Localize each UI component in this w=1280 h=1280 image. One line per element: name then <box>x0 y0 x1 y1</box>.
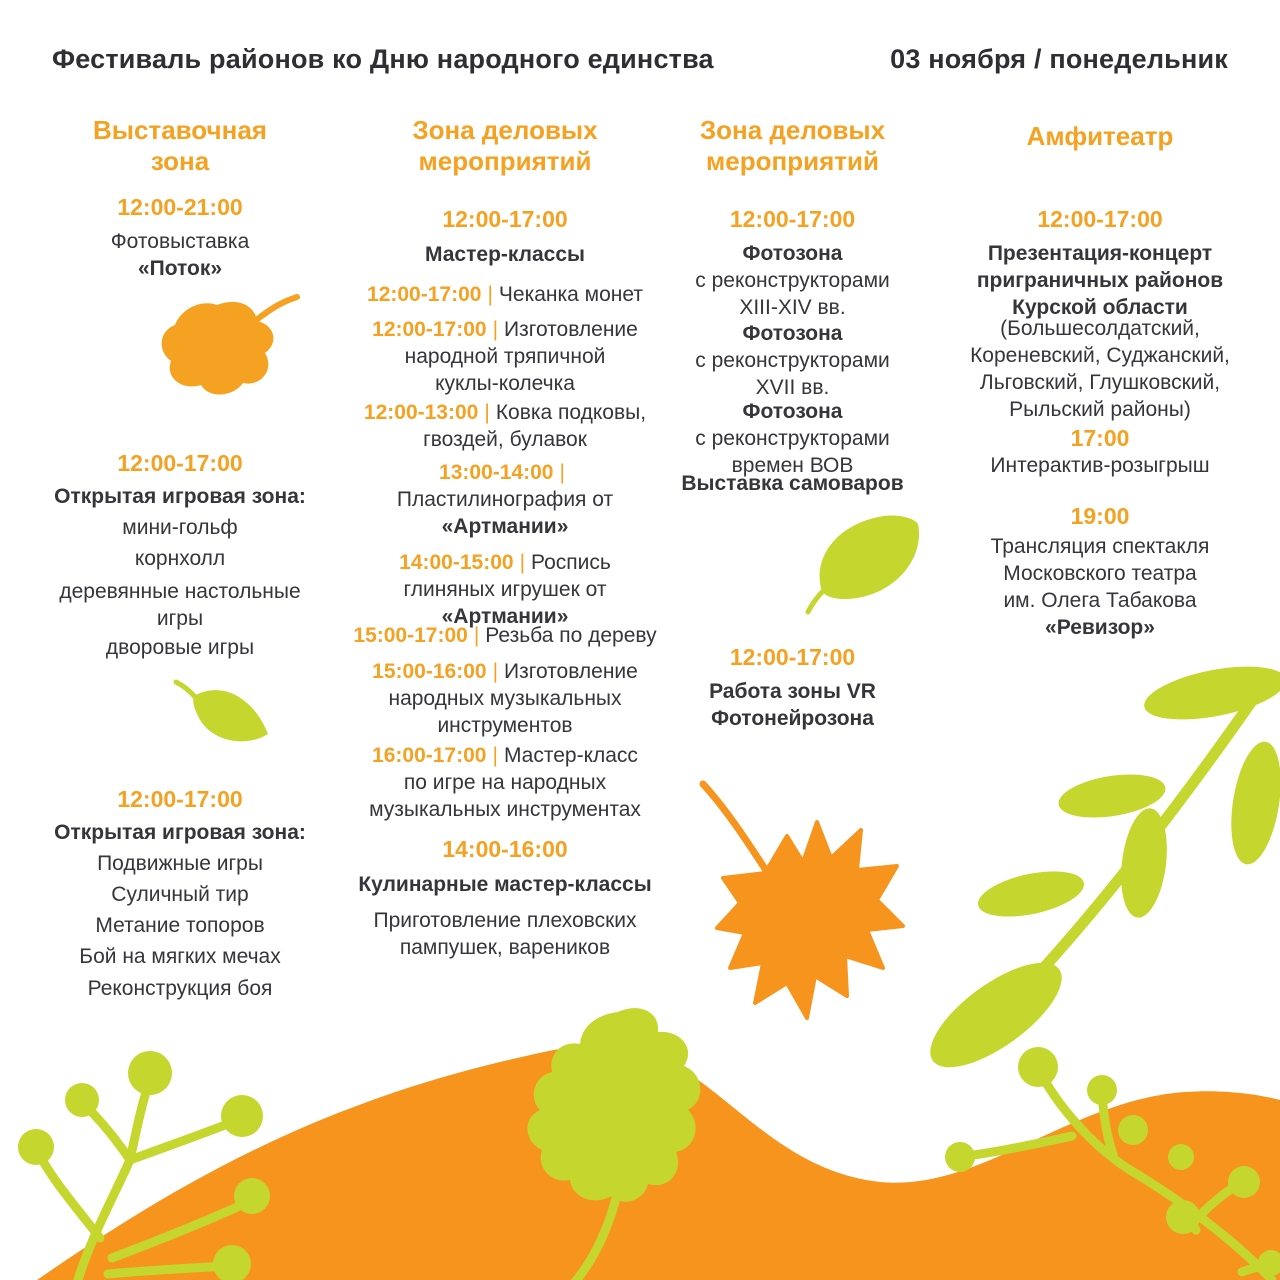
schedule-block <box>40 785 320 814</box>
event-text: инструментов <box>437 714 573 737</box>
event-text: с реконструкторами <box>695 269 890 292</box>
column-title-line: Выставочная <box>93 115 267 145</box>
event-text: «Артмании» <box>441 605 569 628</box>
event-text: Московского театра <box>1003 562 1197 585</box>
event-text: XVII вв. <box>755 376 830 399</box>
time-label: 13:00-14:00 <box>439 461 554 484</box>
column-title-line: Зона деловых <box>699 115 886 145</box>
schedule-row <box>955 315 1245 342</box>
schedule-row <box>350 742 660 769</box>
event-text: Резьба по дереву <box>485 624 657 647</box>
pipe-separator: | <box>487 283 493 306</box>
event-text: приграничных районов <box>976 269 1224 292</box>
schedule-block <box>350 459 660 540</box>
event-text: Курской области <box>1012 296 1188 319</box>
time-label: 19:00 <box>1070 503 1130 529</box>
event-text: Кулинарные мастер-классы <box>358 873 652 896</box>
event-text: Рыльский районы) <box>1009 398 1191 421</box>
event-text: музыкальных инструментах <box>369 798 641 821</box>
schedule-row <box>40 545 320 572</box>
schedule-row <box>650 205 935 234</box>
schedule-row <box>40 255 320 282</box>
schedule-row <box>650 267 935 294</box>
schedule-row <box>955 240 1245 267</box>
event-text: «Ревизор» <box>1045 616 1155 639</box>
event-text: народных музыкальных <box>388 687 622 710</box>
schedule-row <box>350 934 660 961</box>
event-text: с реконструкторами <box>695 349 890 372</box>
schedule-row <box>955 424 1245 453</box>
schedule-row <box>955 533 1245 560</box>
pipe-separator: | <box>492 318 499 341</box>
schedule-row <box>650 470 935 497</box>
event-text: корнхолл <box>134 547 226 570</box>
schedule-row <box>955 369 1245 396</box>
event-text: им. Олега Табакова <box>1003 589 1197 612</box>
page-title: Фестиваль районов ко Дню народного единства <box>52 44 714 74</box>
schedule-block <box>350 742 660 823</box>
pipe-separator: | <box>492 660 499 683</box>
schedule-row <box>40 634 320 661</box>
schedule-row <box>40 943 320 970</box>
event-text: «Поток» <box>137 257 223 280</box>
schedule-block <box>40 545 320 572</box>
schedule-block <box>955 502 1245 531</box>
column-4 <box>955 0 1245 1280</box>
schedule-row <box>350 871 660 898</box>
time-label: 14:00-16:00 <box>442 836 568 862</box>
schedule-row <box>650 705 935 732</box>
schedule-block <box>40 634 320 661</box>
schedule-row <box>350 316 660 343</box>
event-text: Изготовление <box>504 660 638 683</box>
event-text: Фотозона <box>742 322 843 345</box>
time-label: 17:00 <box>1070 425 1130 451</box>
schedule-row <box>350 281 660 308</box>
schedule-row <box>650 678 935 705</box>
schedule-block <box>40 850 320 877</box>
event-text: Бой на мягких мечах <box>79 945 281 968</box>
schedule-block <box>650 320 935 401</box>
event-text: Чеканка монет <box>498 283 643 306</box>
schedule-row <box>350 486 660 513</box>
column-title <box>955 121 1245 152</box>
pipe-separator: | <box>473 624 480 647</box>
schedule-row <box>650 347 935 374</box>
schedule-row <box>650 425 935 452</box>
event-text: Приготовление плеховских <box>373 909 637 932</box>
page-date: 03 ноября / понедельник <box>890 44 1228 74</box>
schedule-block <box>650 398 935 479</box>
schedule-block <box>650 205 935 234</box>
event-text: Презентация-концерт <box>987 242 1213 265</box>
schedule-row <box>350 685 660 712</box>
schedule-block <box>40 578 320 632</box>
schedule-row <box>350 343 660 370</box>
column-title-line: зона <box>150 146 210 176</box>
schedule-row <box>350 205 660 234</box>
schedule-block <box>955 205 1245 234</box>
schedule-block <box>350 622 660 649</box>
schedule-row <box>40 449 320 478</box>
event-text: по игре на народных <box>403 771 607 794</box>
event-text: Кореневский, Суджанский, <box>970 344 1230 367</box>
event-text: XIII-XIV вв. <box>739 296 846 319</box>
event-text: Фотозона <box>742 400 843 423</box>
event-text: Выставка самоваров <box>681 472 904 495</box>
schedule-row <box>955 452 1245 479</box>
schedule-block <box>40 449 320 478</box>
schedule-block <box>350 316 660 397</box>
event-text: Трансляция спектакля <box>990 535 1210 558</box>
event-text: дворовые игры <box>105 636 255 659</box>
schedule-row <box>40 228 320 255</box>
event-text: Метание топоров <box>95 914 265 937</box>
event-text: времен ВОВ <box>731 454 854 477</box>
column-title-line: мероприятий <box>706 146 879 176</box>
time-label: 15:00-17:00 <box>353 624 468 647</box>
column-title <box>650 115 935 177</box>
schedule-block <box>350 871 660 898</box>
schedule-block <box>650 240 935 321</box>
event-text: Ковка подковы, <box>495 401 647 424</box>
event-text: Открытая игровая зона: <box>54 821 306 844</box>
event-text: Пластилинография от <box>396 488 614 511</box>
schedule-row <box>955 587 1245 614</box>
schedule-row <box>650 374 935 401</box>
time-label: 12:00-17:00 <box>729 206 856 232</box>
event-text: мини-гольф <box>122 516 238 539</box>
schedule-row <box>350 835 660 864</box>
event-text: народной тряпичной <box>404 345 606 368</box>
event-text: «Артмании» <box>441 515 569 538</box>
pipe-separator: | <box>519 551 526 574</box>
time-label: 12:00-13:00 <box>363 401 479 424</box>
schedule-row <box>650 320 935 347</box>
pipe-separator: | <box>484 401 490 424</box>
event-text: Фотозона <box>742 242 843 265</box>
column-title <box>350 115 660 177</box>
schedule-row <box>40 881 320 908</box>
event-text: деревянные настольные игры <box>59 580 301 630</box>
event-text: глиняных игрушек от <box>403 578 607 601</box>
schedule-row <box>955 267 1245 294</box>
event-text: куклы-колечка <box>435 372 575 395</box>
event-text: с реконструкторами <box>695 427 890 450</box>
event-text: Роспись <box>531 551 611 574</box>
schedule-row <box>350 769 660 796</box>
schedule-block <box>350 399 660 453</box>
column-2 <box>350 0 660 1280</box>
event-text: Фотовыставка <box>110 230 250 253</box>
time-label: 12:00-17:00 <box>367 283 482 306</box>
schedule-block <box>350 907 660 961</box>
schedule-row <box>955 502 1245 531</box>
schedule-block <box>350 281 660 308</box>
schedule-row <box>955 396 1245 423</box>
event-text: Мастер-классы <box>425 243 585 266</box>
event-text: Изготовление <box>504 318 638 341</box>
schedule-row <box>350 426 660 453</box>
schedule-row <box>40 975 320 1002</box>
schedule-row <box>350 622 660 649</box>
column-1 <box>40 0 320 1280</box>
schedule-row <box>40 483 320 510</box>
schedule-block <box>955 452 1245 479</box>
schedule-block <box>40 819 320 846</box>
pipe-separator: | <box>559 461 565 484</box>
event-text: Суличный тир <box>111 883 249 906</box>
schedule-row <box>350 370 660 397</box>
schedule-block <box>350 658 660 739</box>
time-label: 12:00-17:00 <box>372 318 487 341</box>
schedule-row <box>350 712 660 739</box>
schedule-row <box>955 205 1245 234</box>
event-text: Реконструкция боя <box>87 977 273 1000</box>
column-title-line: Зона деловых <box>412 115 598 145</box>
event-text: Фотонейрозона <box>711 707 874 730</box>
time-label: 16:00-17:00 <box>372 744 487 767</box>
schedule-block <box>40 193 320 222</box>
schedule-block <box>350 835 660 864</box>
column-title-line: мероприятий <box>418 146 592 176</box>
schedule-block <box>40 975 320 1002</box>
schedule-row <box>40 514 320 541</box>
column-title-line: Амфитеатр <box>1026 121 1174 151</box>
schedule-block <box>40 881 320 908</box>
schedule-row <box>40 193 320 222</box>
schedule-block <box>350 205 660 234</box>
event-text: Работа зоны VR <box>709 680 876 703</box>
schedule-row <box>350 576 660 603</box>
column-3 <box>650 0 935 1280</box>
schedule-block <box>650 643 935 672</box>
time-label: 12:00-17:00 <box>117 786 243 812</box>
time-label: 12:00-17:00 <box>729 644 856 670</box>
schedule-row <box>350 459 660 486</box>
time-label: 12:00-17:00 <box>442 206 568 232</box>
event-text: Интерактив-розыгрыш <box>990 454 1210 477</box>
schedule-block <box>650 470 935 497</box>
schedule-block <box>650 678 935 732</box>
event-text: Льговский, Глушковский, <box>979 371 1221 394</box>
schedule-row <box>650 294 935 321</box>
time-label: 12:00-17:00 <box>1037 206 1163 232</box>
schedule-row <box>40 819 320 846</box>
schedule-row <box>350 513 660 540</box>
event-text: Подвижные игры <box>97 852 263 875</box>
schedule-block <box>40 514 320 541</box>
schedule-block <box>40 943 320 970</box>
time-label: 15:00-16:00 <box>372 660 487 683</box>
schedule-row <box>40 785 320 814</box>
time-label: 14:00-15:00 <box>399 551 514 574</box>
schedule-row <box>350 796 660 823</box>
schedule-row <box>650 240 935 267</box>
event-text: Мастер-класс <box>503 744 638 767</box>
schedule-row <box>350 549 660 576</box>
column-title <box>40 115 320 177</box>
schedule-row <box>955 560 1245 587</box>
schedule-block <box>40 483 320 510</box>
event-text: Открытая игровая зона: <box>54 485 306 508</box>
schedule-row <box>350 241 660 268</box>
schedule-row <box>40 912 320 939</box>
schedule-row <box>350 907 660 934</box>
schedule-block <box>955 424 1245 453</box>
schedule-row <box>955 614 1245 641</box>
schedule-block <box>955 240 1245 321</box>
time-label: 12:00-21:00 <box>117 194 243 220</box>
schedule-block <box>350 241 660 268</box>
time-label: 12:00-17:00 <box>117 450 243 476</box>
schedule-block <box>955 533 1245 641</box>
pipe-separator: | <box>492 744 498 767</box>
schedule-block <box>955 315 1245 423</box>
schedule-row <box>650 398 935 425</box>
schedule-block <box>40 228 320 282</box>
schedule-block <box>350 549 660 630</box>
schedule-row <box>955 342 1245 369</box>
schedule-row <box>40 850 320 877</box>
schedule-row <box>350 399 660 426</box>
schedule-row <box>650 643 935 672</box>
event-text: пампушек, вареников <box>399 936 611 959</box>
schedule-row <box>350 658 660 685</box>
schedule-block <box>40 912 320 939</box>
schedule-row <box>40 578 320 632</box>
event-text: гвоздей, булавок <box>423 428 587 451</box>
event-text: (Большесолдатский, <box>1000 317 1200 340</box>
